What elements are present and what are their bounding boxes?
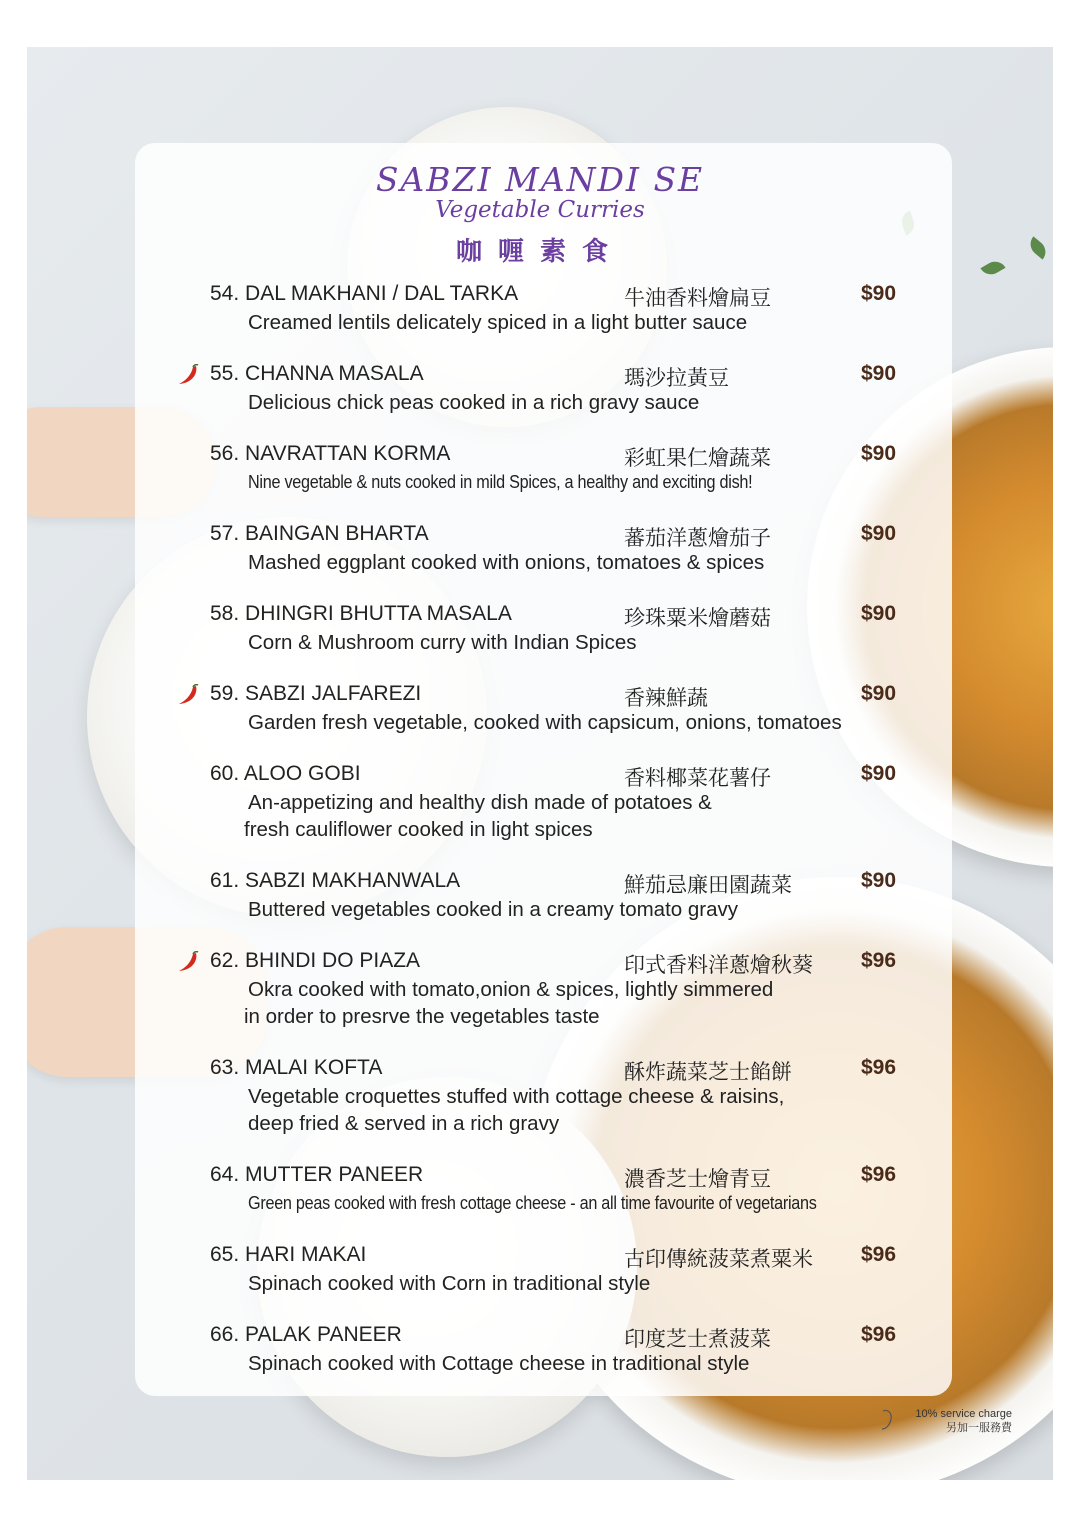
dish-price: $90 bbox=[861, 682, 897, 705]
dish-name: 59. SABZI JALFAREZI bbox=[210, 682, 422, 705]
dish-price: $96 bbox=[861, 1243, 897, 1266]
dish-price: $90 bbox=[861, 762, 897, 785]
dish-name: 62. BHINDI DO PIAZA bbox=[210, 949, 421, 972]
dish-name-chinese: 古印傳統菠菜煮粟米 bbox=[624, 1248, 813, 1271]
dish-name-chinese: 印度芝士煮菠菜 bbox=[624, 1328, 771, 1351]
dish-name: 64. MUTTER PANEER bbox=[210, 1163, 424, 1186]
description-line: Nine vegetable & nuts cooked in mild Spices, a healthy and exciting dish! bbox=[248, 472, 753, 492]
dish-price: $90 bbox=[861, 602, 897, 625]
description-line: Corn & Mushroom curry with Indian Spices bbox=[248, 631, 637, 654]
dish-description bbox=[248, 309, 747, 336]
description-line: fresh cauliflower cooked in light spices bbox=[244, 818, 593, 841]
description-line: Vegetable croquettes stuffed with cottage cheese & raisins, bbox=[248, 1085, 785, 1108]
hand-pointer-icon bbox=[880, 1409, 894, 1431]
dish-name-chinese: 酥炸蔬菜芝士餡餅 bbox=[624, 1061, 792, 1084]
dish-description bbox=[248, 389, 699, 416]
chili-spicy-icon bbox=[176, 684, 200, 706]
dish-name-chinese: 瑪沙拉黃豆 bbox=[624, 367, 729, 390]
description-line: Buttered vegetables cooked in a creamy tomato gravy bbox=[248, 898, 738, 921]
dish-name: 63. MALAI KOFTA bbox=[210, 1056, 383, 1079]
dish-description bbox=[244, 789, 712, 843]
description-line: Creamed lentils delicately spiced in a light butter sauce bbox=[248, 311, 748, 334]
service-charge-text-chinese: 另加一服務費 bbox=[946, 1422, 1012, 1434]
dish-name: 58. DHINGRI BHUTTA MASALA bbox=[210, 602, 512, 625]
description-line: in order to presrve the vegetables taste bbox=[244, 1005, 600, 1028]
dish-price: $96 bbox=[861, 1323, 897, 1346]
dish-description bbox=[244, 976, 774, 1030]
dish-description bbox=[248, 896, 738, 923]
dish-description bbox=[248, 629, 637, 656]
dish-price: $96 bbox=[861, 949, 897, 972]
dish-name: 54. DAL MAKHANI / DAL TARKA bbox=[210, 282, 519, 305]
section-subtitle: Vegetable Curries bbox=[435, 197, 645, 223]
dish-name-chinese: 印式香料洋蔥燴秋葵 bbox=[624, 954, 813, 977]
dish-name: 65. HARI MAKAI bbox=[210, 1243, 367, 1266]
dish-price: $96 bbox=[861, 1163, 897, 1186]
dish-name-chinese: 牛油香料燴扁豆 bbox=[624, 287, 771, 310]
dish-name-chinese: 香辣鮮蔬 bbox=[624, 687, 708, 710]
description-line: Mashed eggplant cooked with onions, tomatoes & spices bbox=[248, 551, 765, 574]
dish-name-chinese: 彩虹果仁燴蔬菜 bbox=[624, 447, 771, 470]
dish-price: $90 bbox=[861, 362, 897, 385]
chili-spicy-icon bbox=[176, 951, 200, 973]
dish-name: 56. NAVRATTAN KORMA bbox=[210, 442, 451, 465]
dish-name: 60. ALOO GOBI bbox=[210, 762, 361, 785]
section-title: SABZI MANDI SE bbox=[375, 160, 705, 199]
dish-description bbox=[248, 549, 764, 576]
dish-price: $90 bbox=[861, 442, 897, 465]
dish-description bbox=[248, 1190, 817, 1217]
dish-name-chinese: 鮮茄忌廉田園蔬菜 bbox=[624, 874, 792, 897]
description-line: Spinach cooked with Corn in traditional style bbox=[248, 1272, 651, 1295]
dish-name-chinese: 珍珠粟米燴蘑菇 bbox=[624, 607, 771, 630]
dish-description bbox=[248, 469, 752, 496]
dish-name-chinese: 濃香芝士燴青豆 bbox=[624, 1168, 771, 1191]
description-line: Spinach cooked with Cottage cheese in traditional style bbox=[248, 1352, 750, 1375]
description-line: Okra cooked with tomato,onion & spices, lightly simmered bbox=[248, 978, 774, 1001]
dish-price: $90 bbox=[861, 869, 897, 892]
description-line: deep fried & served in a rich gravy bbox=[248, 1112, 560, 1135]
section-title-chinese: 咖喱素食 bbox=[455, 237, 624, 267]
dish-name-chinese: 香料椰菜花薯仔 bbox=[624, 767, 771, 790]
description-line: Garden fresh vegetable, cooked with capsicum, onions, tomatoes bbox=[248, 711, 842, 734]
dish-name: 61. SABZI MAKHANWALA bbox=[210, 869, 461, 892]
dish-description bbox=[248, 1350, 749, 1377]
chili-spicy-icon bbox=[176, 364, 200, 386]
service-charge-note bbox=[880, 1407, 1012, 1435]
service-charge-text: 10% service charge bbox=[915, 1408, 1012, 1420]
description-line: An-appetizing and healthy dish made of potatoes & bbox=[248, 791, 712, 814]
dish-description bbox=[248, 1083, 784, 1137]
dish-name-chinese: 蕃茄洋蔥燴茄子 bbox=[624, 527, 771, 550]
dish-name: 66. PALAK PANEER bbox=[210, 1323, 402, 1346]
dish-name: 57. BAINGAN BHARTA bbox=[210, 522, 429, 545]
dish-price: $96 bbox=[861, 1056, 897, 1079]
dish-price: $90 bbox=[861, 282, 897, 305]
dish-price: $90 bbox=[861, 522, 897, 545]
description-line: Green peas cooked with fresh cottage cheese - an all time favourite of vegetarians bbox=[248, 1193, 817, 1213]
description-line: Delicious chick peas cooked in a rich gravy sauce bbox=[248, 391, 700, 414]
dish-description bbox=[248, 709, 842, 736]
dish-name: 55. CHANNA MASALA bbox=[210, 362, 424, 385]
dish-description bbox=[248, 1270, 650, 1297]
